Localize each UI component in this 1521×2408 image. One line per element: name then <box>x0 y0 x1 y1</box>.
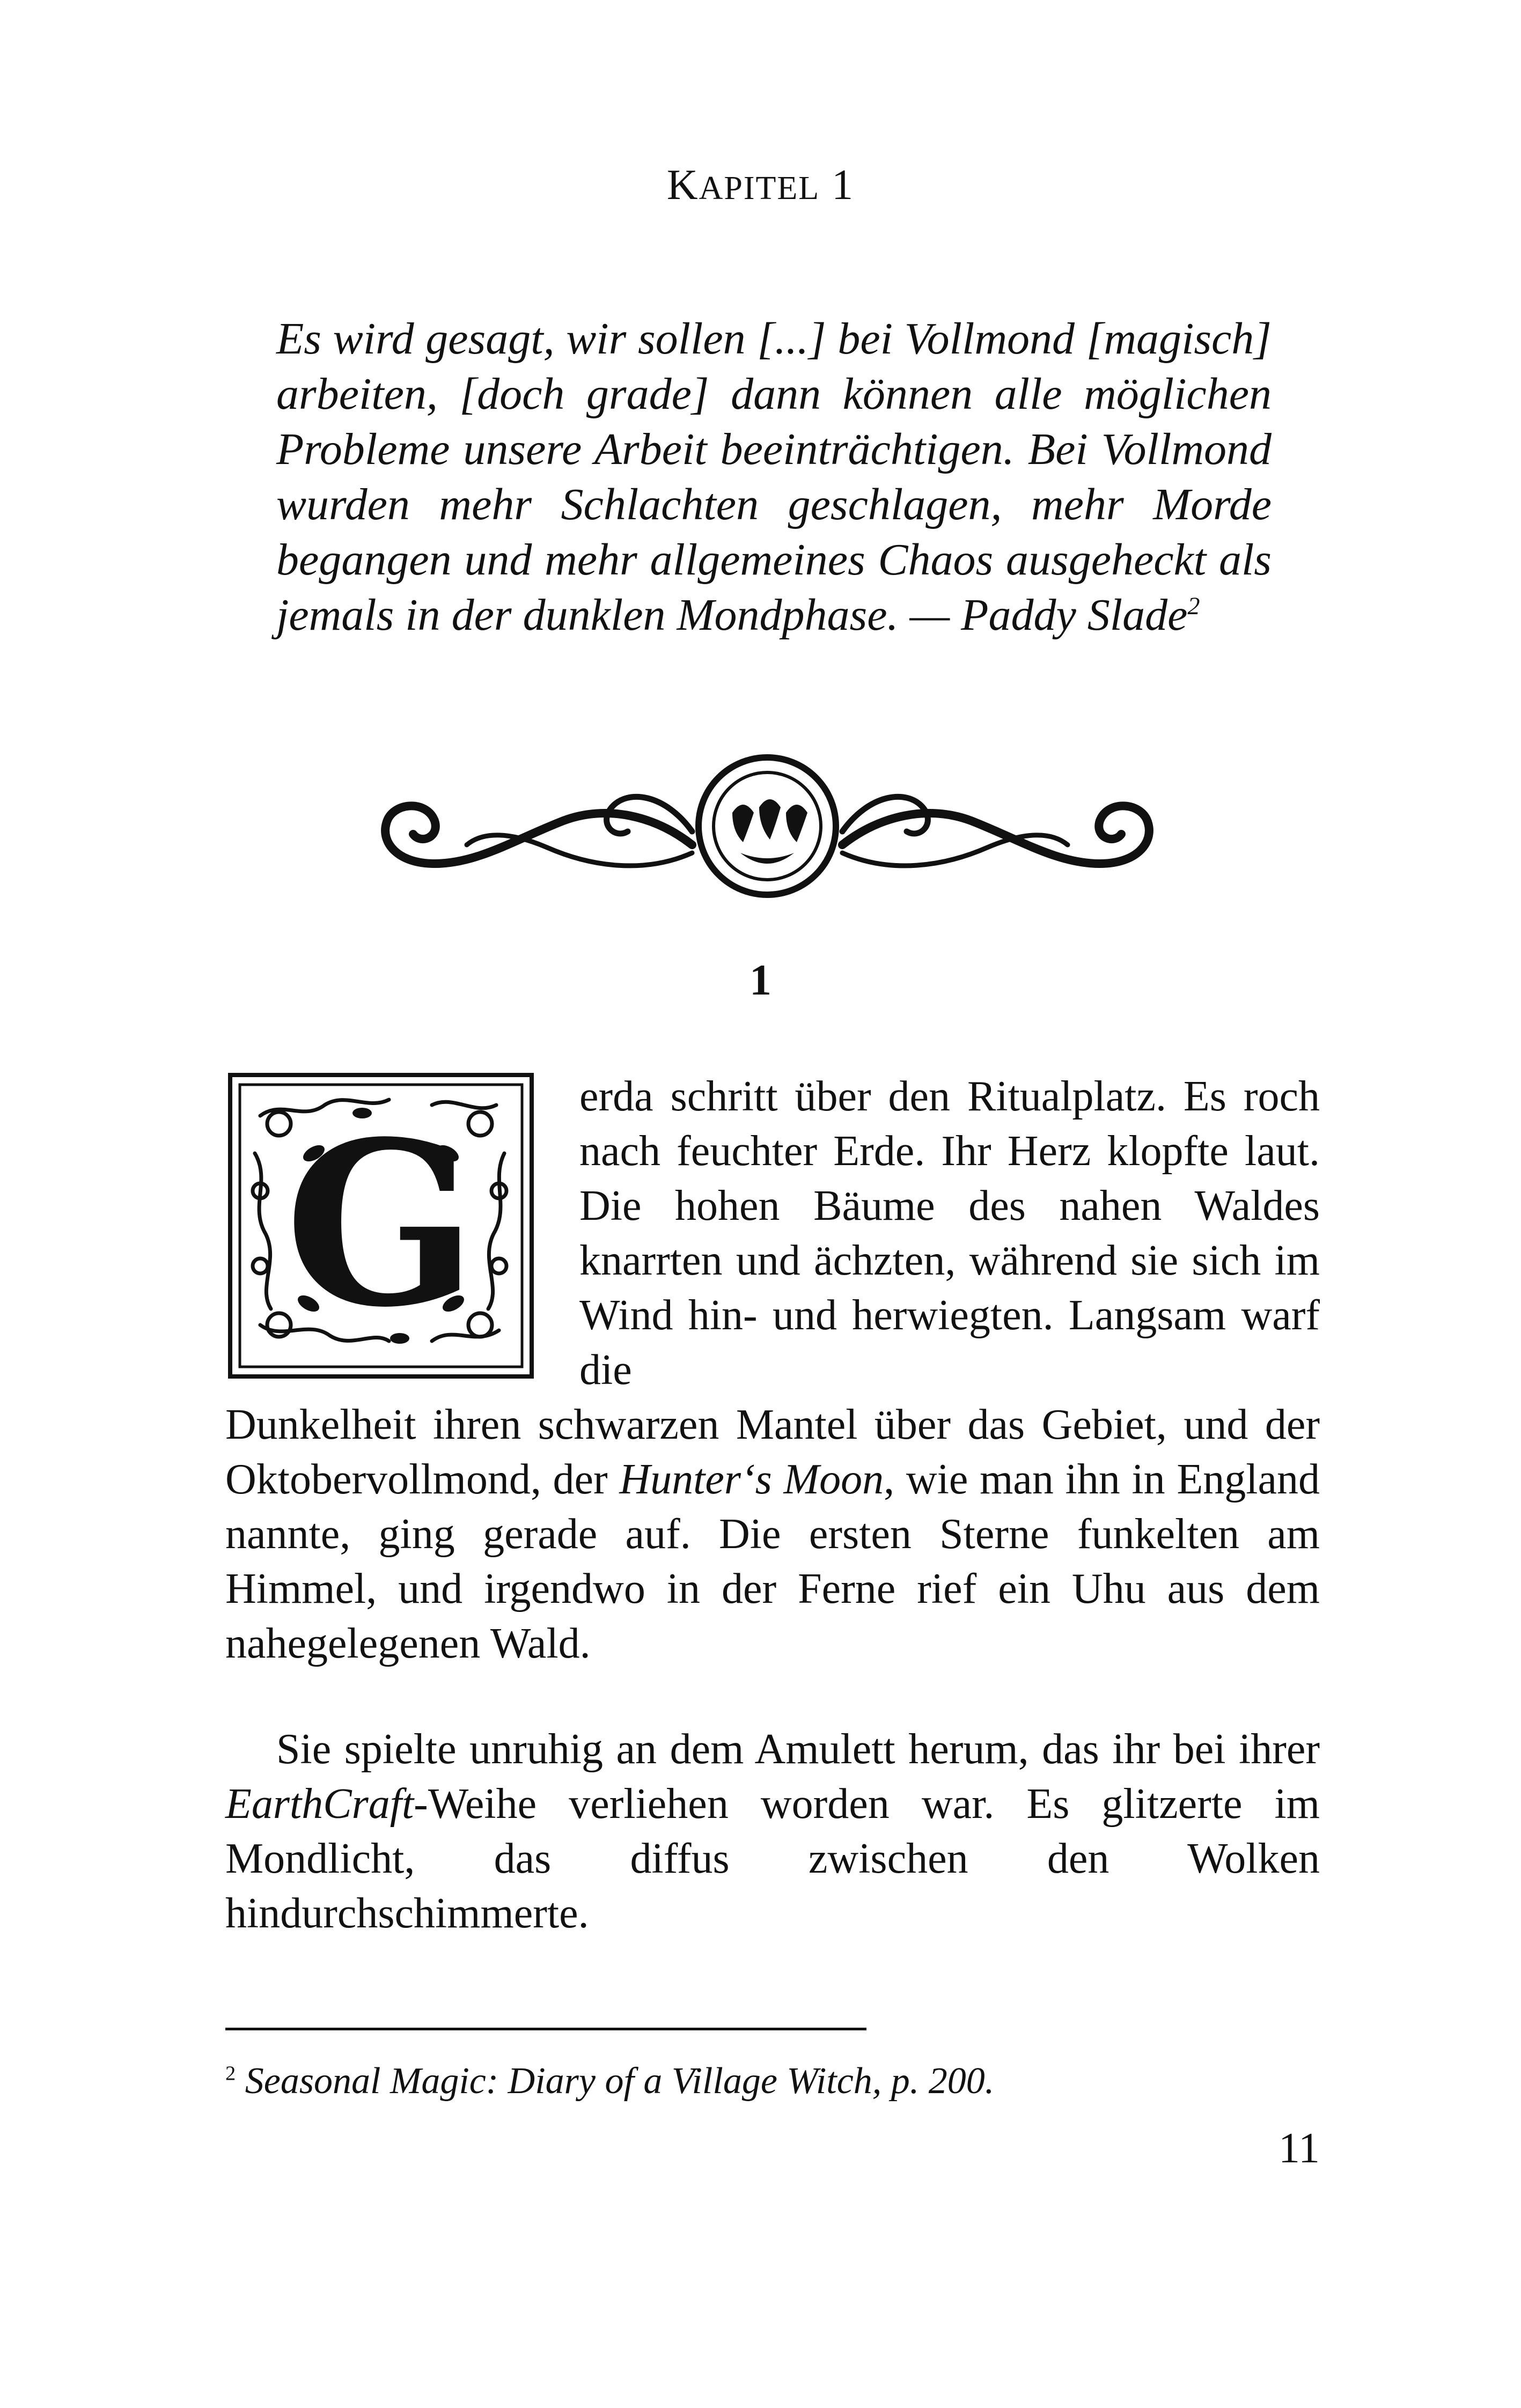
footnote <box>225 2060 1298 2103</box>
paragraph-1-text-b: , wie man ihn in England nannte, ging gerade auf. Die ersten Sterne funkelten am Himmel, und irgendwo in der Ferne rief ein Uhu aus dem nahegelegenen Wald. <box>225 1456 1320 1667</box>
paragraph-1-text-a: Dunkelheit ihren schwarzen Mantel über das Gebiet, und der Oktobervollmond, der <box>225 1401 1320 1503</box>
footnote-text: Seasonal Magic: Diary of a Village Witch, p. 200. <box>245 2060 995 2102</box>
paragraph-2-text-b: -Weihe verliehen worden war. Es glitzerte im Mondlicht, das diffus zwischen den Wolken hindurchschimmerte. <box>225 1780 1320 1937</box>
paragraph-2-text-a: Sie spielte unruhig an dem Amulett herum, das ihr bei ihrer <box>276 1726 1320 1773</box>
footnote-divider <box>225 2028 866 2030</box>
footnote-marker: 2 <box>225 2062 236 2085</box>
running-head <box>0 161 1521 210</box>
page-number: 11 <box>1278 2125 1320 2172</box>
epigraph-text: Es wird gesagt, wir sollen [...] bei Vollmond [magisch] arbeiten, [doch grade] dann können alle möglichen Probleme unsere Arbeit beeinträchtigen. Bei Vollmond wurden mehr Schlachten geschlagen, mehr Morde begangen und mehr allgemeines Chaos ausgeheckt als jemals in der dunklen Mondphase. — Paddy Slade <box>276 314 1272 640</box>
paragraph-2-emphasis: EarthCraft <box>225 1780 414 1828</box>
paragraph-2 <box>225 1722 1320 1941</box>
paragraph-1-emphasis: Hunter‘s Moon <box>619 1456 884 1503</box>
dropcap-letter: G <box>284 1093 477 1357</box>
paragraph-1-opening: erda schritt über den Ritualplatz. Es roch nach feuchter Erde. Ihr Herz klopfte laut. Die hohen Bäume des nahen Waldes knarrten und ächzten, während sie sich im Wind hin- und herwiegten. Langsam warf die <box>579 1073 1320 1394</box>
epigraph-footnote-ref: 2 <box>1187 592 1200 620</box>
running-head-rest: APITEL <box>699 170 820 207</box>
running-head-number: 1 <box>832 161 855 209</box>
chapter-number: 1 <box>750 955 771 1004</box>
flourish-ornament-icon <box>376 751 1159 901</box>
epigraph <box>276 311 1272 643</box>
paragraph-1-continuation <box>225 1397 1320 1671</box>
dropcap-g-icon <box>228 1073 534 1379</box>
running-head-initial: K <box>666 161 699 209</box>
